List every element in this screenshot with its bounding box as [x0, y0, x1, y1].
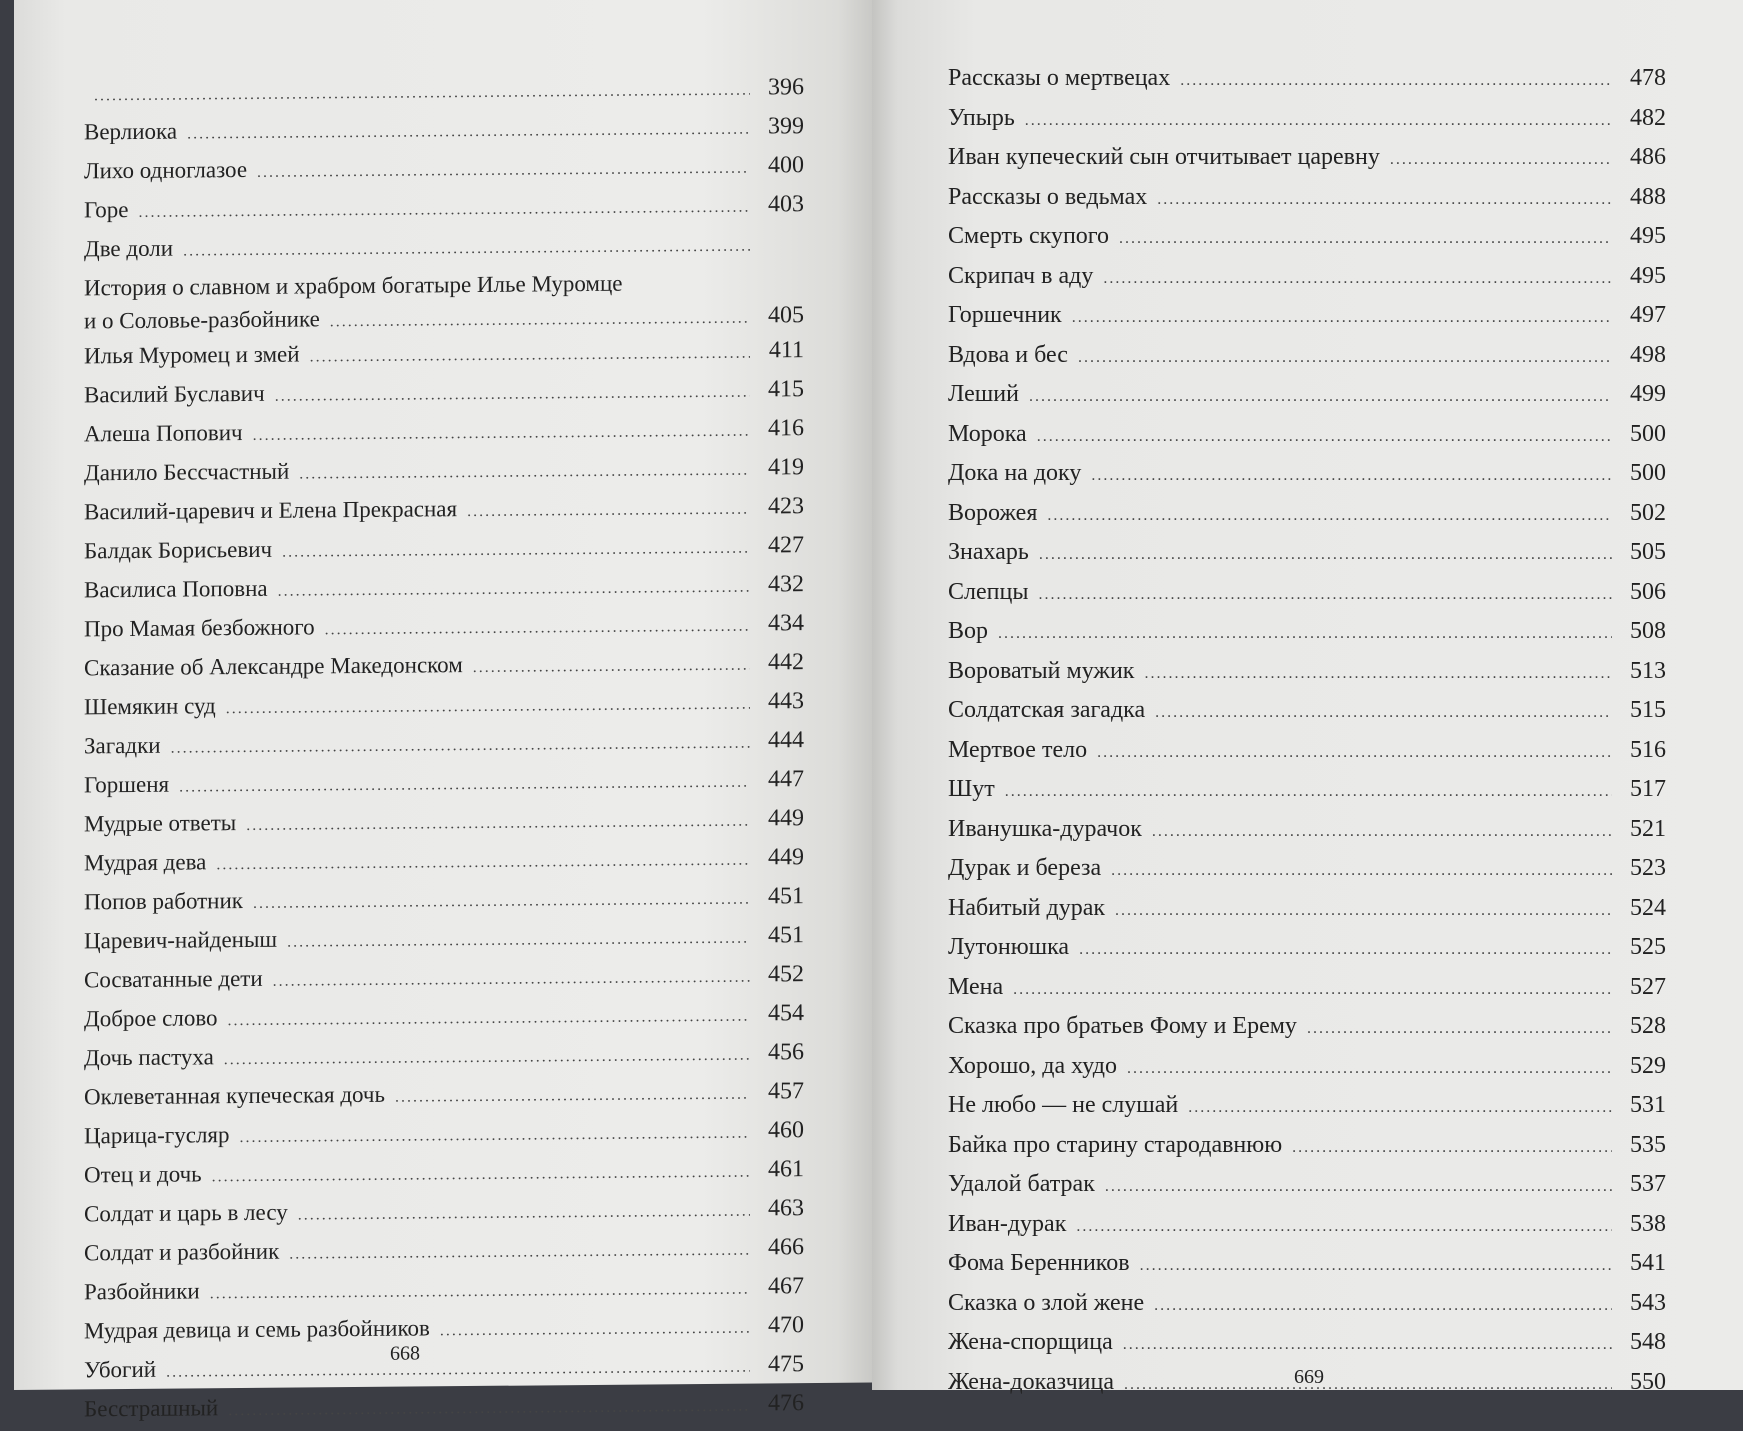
- dot-leader: [278, 570, 750, 610]
- dot-leader: [287, 921, 750, 961]
- toc-entry-title: Байка про старину стародавнюю: [948, 1127, 1282, 1165]
- toc-entry-page: 461: [760, 1151, 804, 1187]
- toc-entry-page: 500: [1622, 455, 1666, 493]
- dot-leader: [1111, 852, 1612, 890]
- toc-entry-title: Дока на доку: [948, 455, 1081, 493]
- toc-entry-title: Упырь: [948, 100, 1015, 138]
- toc-entry-page: 538: [1622, 1206, 1666, 1244]
- dot-leader: [1127, 1050, 1612, 1088]
- toc-entry-page: 451: [760, 878, 804, 914]
- toc-entry-title: Верлиока: [84, 114, 177, 151]
- dot-leader: [187, 112, 750, 153]
- page-number: 669: [1294, 1366, 1324, 1389]
- toc-entry: [948, 1285, 1666, 1325]
- toc-entry: [948, 929, 1666, 969]
- toc-entry-page: 467: [760, 1268, 804, 1304]
- toc-entry: [84, 878, 804, 923]
- toc-entry-page: 550: [1622, 1364, 1666, 1402]
- toc-entry-title: Сказка о злой жене: [948, 1285, 1144, 1323]
- toc-entry-title: Дочь пастуха: [84, 1039, 214, 1076]
- toc-entry-page: 451: [760, 917, 804, 953]
- toc-entry-title: Загадки: [84, 728, 161, 765]
- dot-leader: [1039, 536, 1612, 574]
- toc-entry: [84, 839, 804, 884]
- toc-entry-page: 452: [760, 956, 804, 992]
- dot-leader: [94, 73, 750, 115]
- toc-entry-title: Мертвое тело: [948, 732, 1087, 770]
- dot-leader: [1144, 655, 1612, 693]
- toc-entry-title: Рассказы о ведьмах: [948, 179, 1147, 217]
- toc-entry-title: Две доли: [84, 231, 173, 268]
- dot-leader: [1005, 773, 1612, 811]
- dot-leader: [1013, 971, 1612, 1009]
- toc-entry-page: 498: [1622, 337, 1666, 375]
- toc-entry-title-continued: и о Соловье-разбойнике: [84, 304, 320, 335]
- toc-entry-page: 457: [760, 1073, 804, 1109]
- dot-leader: [226, 687, 750, 728]
- toc-entry-page: 442: [760, 644, 804, 680]
- dot-leader: [1292, 1129, 1612, 1167]
- table-of-contents-right: [948, 60, 1666, 1403]
- toc-entry: [84, 605, 804, 650]
- dot-leader: [138, 190, 750, 231]
- dot-leader: [183, 229, 750, 270]
- dot-leader: [1152, 813, 1612, 851]
- toc-entry-title: Не любо — не слушай: [948, 1087, 1178, 1125]
- dot-leader: [1037, 418, 1612, 456]
- dot-leader: [253, 882, 750, 922]
- toc-entry-title: Лихо одноглазое: [84, 152, 247, 189]
- toc-entry-title: Слепцы: [948, 574, 1028, 612]
- left-page: [14, 0, 872, 1390]
- toc-entry: [84, 108, 804, 153]
- toc-entry-page: 488: [1622, 179, 1666, 217]
- toc-entry-title: Сказание об Александре Македонском: [84, 647, 463, 686]
- toc-entry-title: Леший: [948, 376, 1019, 414]
- dot-leader: [1072, 299, 1612, 337]
- toc-entry-title: Смерть скупого: [948, 218, 1109, 256]
- toc-entry-title: Алеша Попович: [84, 415, 243, 452]
- toc-entry-page: 531: [1622, 1087, 1666, 1125]
- toc-entry: [948, 613, 1666, 653]
- toc-entry: [948, 732, 1666, 772]
- toc-entry-title: Шемякин суд: [84, 688, 216, 725]
- dot-leader: [395, 1077, 750, 1116]
- toc-entry-title: Сосватанные дети: [84, 961, 263, 999]
- toc-entry-title: История о славном и храбром богатыре Илье Муромце: [84, 271, 622, 301]
- toc-entry-title: Хорошо, да худо: [948, 1048, 1117, 1086]
- dot-leader: [1029, 378, 1612, 416]
- toc-entry-title: Разбойники: [84, 1273, 200, 1310]
- toc-entry-title: Василиса Поповна: [84, 571, 268, 609]
- toc-entry-title: Вороватый мужик: [948, 653, 1134, 691]
- dot-leader: [440, 1311, 750, 1350]
- toc-entry-page: 527: [1622, 969, 1666, 1007]
- dot-leader: [1076, 1208, 1612, 1246]
- toc-entry: [948, 179, 1666, 219]
- toc-entry-title: Жена-спорщица: [948, 1324, 1113, 1362]
- toc-entry: [84, 449, 804, 494]
- toc-entry-title: Горе: [84, 192, 128, 228]
- toc-entry-page: 495: [1622, 258, 1666, 296]
- dot-leader: [1025, 102, 1612, 140]
- toc-entry: [948, 1324, 1666, 1364]
- toc-entry-title: Знахарь: [948, 534, 1029, 572]
- toc-entry: [948, 1206, 1666, 1246]
- toc-entry-title: Рассказы о мертвецах: [948, 60, 1170, 98]
- toc-entry: [84, 527, 804, 572]
- toc-entry-page: 535: [1622, 1127, 1666, 1165]
- dot-leader: [1140, 1247, 1612, 1285]
- toc-entry: [948, 139, 1666, 179]
- toc-entry: [84, 566, 804, 611]
- table-of-contents-left: [84, 69, 804, 1430]
- dot-leader: [1097, 734, 1612, 772]
- dot-leader: [1105, 1168, 1612, 1206]
- toc-entry-page: 475: [760, 1346, 804, 1382]
- dot-leader: [1154, 1287, 1612, 1325]
- dot-leader: [467, 492, 750, 530]
- toc-entry-title: Иван купеческий сын отчитывает царевну: [948, 139, 1380, 177]
- toc-entry-title: Иванушка-дурачок: [948, 811, 1142, 849]
- toc-entry-title: Удалой батрак: [948, 1166, 1095, 1204]
- toc-entry: [948, 969, 1666, 1009]
- toc-entry-page: 444: [760, 722, 804, 758]
- dot-leader: [246, 804, 750, 844]
- toc-entry-title: Оклеветанная купеческая дочь: [84, 1077, 385, 1116]
- toc-entry: [84, 225, 804, 270]
- toc-entry-page: 528: [1622, 1008, 1666, 1046]
- toc-entry: [948, 1048, 1666, 1088]
- toc-entry: [84, 761, 804, 806]
- dot-leader: [1079, 931, 1612, 969]
- toc-entry-title: Мудрая девица и семь разбойников: [84, 1310, 430, 1349]
- toc-entry-page: 523: [1622, 850, 1666, 888]
- toc-entry: [84, 644, 804, 689]
- toc-entry: [948, 297, 1666, 337]
- toc-entry: [84, 1112, 804, 1157]
- toc-entry-title: Илья Муромец и змей: [84, 337, 300, 375]
- dot-leader: [310, 336, 750, 376]
- toc-entry: [84, 332, 804, 377]
- dot-leader: [171, 726, 750, 767]
- toc-entry-page: 521: [1622, 811, 1666, 849]
- toc-entry: [84, 1346, 804, 1391]
- toc-entry-title: Попов работник: [84, 883, 243, 920]
- toc-entry: [84, 1229, 804, 1274]
- dot-leader: [289, 1233, 750, 1273]
- toc-entry: [948, 1087, 1666, 1127]
- dot-leader: [240, 1116, 750, 1156]
- toc-entry: [84, 956, 804, 1001]
- toc-entry-page: 516: [1622, 732, 1666, 770]
- toc-entry-title: Бесстрашный: [84, 1390, 218, 1427]
- right-page: [872, 0, 1743, 1390]
- dot-leader: [166, 1350, 750, 1391]
- toc-entry-page: 537: [1622, 1166, 1666, 1204]
- toc-entry-page: 517: [1622, 771, 1666, 809]
- toc-entry-page: 466: [760, 1229, 804, 1265]
- toc-entry-page: 499: [1622, 376, 1666, 414]
- toc-entry-page: 548: [1622, 1324, 1666, 1362]
- toc-entry: [948, 258, 1666, 298]
- toc-entry: [948, 416, 1666, 456]
- toc-entry: [84, 1073, 804, 1118]
- toc-entry: [84, 488, 804, 533]
- toc-entry-page: 432: [760, 566, 804, 602]
- toc-entry-page: 443: [760, 683, 804, 719]
- dot-leader: [1123, 1326, 1612, 1364]
- dot-leader: [1155, 694, 1612, 732]
- toc-entry-title: Ворожея: [948, 495, 1037, 533]
- dot-leader: [1188, 1089, 1612, 1127]
- toc-entry-page: 399: [760, 108, 804, 144]
- toc-entry-page: 416: [760, 410, 804, 446]
- toc-entry: [948, 218, 1666, 258]
- toc-entry-title-line: [84, 300, 804, 338]
- dot-leader: [179, 765, 750, 806]
- toc-entry-title: Данило Бессчастный: [84, 454, 289, 492]
- toc-entry-page: 476: [760, 1385, 804, 1421]
- toc-entry-page: 482: [1622, 100, 1666, 138]
- toc-entry: [84, 264, 804, 338]
- toc-entry-page: 500: [1622, 416, 1666, 454]
- toc-entry-page: 400: [760, 147, 804, 183]
- toc-entry: [948, 574, 1666, 614]
- toc-entry: [84, 1307, 804, 1352]
- dot-leader: [212, 1155, 750, 1196]
- toc-entry-page: 403: [760, 186, 804, 222]
- dot-leader: [1091, 457, 1612, 495]
- toc-entry-page: 543: [1622, 1285, 1666, 1323]
- dot-leader: [1307, 1010, 1612, 1048]
- toc-entry-title: Солдатская загадка: [948, 692, 1145, 730]
- dot-leader: [473, 648, 750, 686]
- dot-leader: [299, 453, 750, 493]
- dot-leader: [275, 375, 750, 415]
- dot-leader: [282, 531, 750, 571]
- toc-entry-title: Жена-доказчица: [948, 1364, 1114, 1402]
- toc-entry: [948, 1166, 1666, 1206]
- toc-entry-title: Доброе слово: [84, 1000, 218, 1037]
- toc-entry-title: Дурак и береза: [948, 850, 1101, 888]
- toc-entry: [84, 917, 804, 962]
- dot-leader: [1390, 141, 1612, 179]
- dot-leader: [1038, 576, 1612, 614]
- toc-entry-page: 449: [760, 839, 804, 875]
- toc-entry: [84, 1034, 804, 1079]
- toc-entry: [84, 1190, 804, 1235]
- toc-entry: [84, 683, 804, 728]
- toc-entry-title: Горшечник: [948, 297, 1062, 335]
- toc-entry: [948, 337, 1666, 377]
- toc-entry-title: Солдат и царь в лесу: [84, 1195, 288, 1233]
- toc-entry-page: 427: [760, 527, 804, 563]
- page-number: 668: [390, 1342, 420, 1365]
- toc-entry: [84, 69, 804, 114]
- toc-entry: [948, 495, 1666, 535]
- dot-leader: [1103, 260, 1612, 298]
- dot-leader: [998, 615, 1612, 653]
- toc-entry-page: 470: [760, 1307, 804, 1343]
- toc-entry-page: 486: [1622, 139, 1666, 177]
- toc-entry-page: 525: [1622, 929, 1666, 967]
- toc-entry-title: Василий Буславич: [84, 376, 265, 414]
- toc-entry-page: 541: [1622, 1245, 1666, 1283]
- toc-entry-title: Горшеня: [84, 767, 169, 804]
- toc-entry-page: 502: [1622, 495, 1666, 533]
- toc-entry-title: Мена: [948, 969, 1003, 1007]
- toc-entry-page: 529: [1622, 1048, 1666, 1086]
- toc-entry: [948, 811, 1666, 851]
- toc-entry-page: 405: [760, 301, 804, 330]
- toc-entry-title: Солдат и разбойник: [84, 1234, 279, 1272]
- toc-entry: [948, 100, 1666, 140]
- dot-leader: [1078, 339, 1612, 377]
- dot-leader: [253, 414, 750, 454]
- toc-entry: [84, 722, 804, 767]
- toc-entry-page: 508: [1622, 613, 1666, 651]
- toc-entry: [84, 371, 804, 416]
- toc-entry-title: Василий-царевич и Елена Прекрасная: [84, 491, 457, 530]
- dot-leader: [298, 1194, 750, 1234]
- toc-entry: [948, 376, 1666, 416]
- dot-leader: [330, 304, 750, 337]
- toc-entry-page: 449: [760, 800, 804, 836]
- dot-leader: [325, 609, 750, 649]
- toc-entry-page: 447: [760, 761, 804, 797]
- toc-entry-title: Про Мамая безбожного: [84, 609, 315, 647]
- toc-entry-page: 419: [760, 449, 804, 485]
- dot-leader: [1157, 181, 1612, 219]
- toc-entry-title: Отец и дочь: [84, 1156, 202, 1193]
- toc-entry-page: 515: [1622, 692, 1666, 730]
- toc-entry-page: 513: [1622, 653, 1666, 691]
- toc-entry-title: Царевич-найденыш: [84, 922, 277, 960]
- toc-entry: [948, 534, 1666, 574]
- toc-entry: [948, 890, 1666, 930]
- toc-entry: [948, 1008, 1666, 1048]
- toc-entry-page: 478: [1622, 60, 1666, 98]
- dot-leader: [228, 999, 750, 1040]
- dot-leader: [1180, 62, 1612, 100]
- toc-entry-title: Убогий: [84, 1352, 156, 1389]
- toc-entry: [948, 771, 1666, 811]
- toc-entry-page: 463: [760, 1190, 804, 1226]
- dot-leader: [216, 843, 750, 884]
- toc-entry-title: Скрипач в аду: [948, 258, 1093, 296]
- toc-entry-page: 505: [1622, 534, 1666, 572]
- toc-entry: [84, 995, 804, 1040]
- toc-entry-title: Набитый дурак: [948, 890, 1105, 928]
- toc-entry-title: Вор: [948, 613, 988, 651]
- dot-leader: [1115, 892, 1612, 930]
- toc-entry: [84, 410, 804, 455]
- toc-entry-page: 423: [760, 488, 804, 524]
- toc-entry-page: 460: [760, 1112, 804, 1148]
- dot-leader: [273, 960, 750, 1000]
- dot-leader: [1119, 220, 1612, 258]
- toc-entry: [948, 455, 1666, 495]
- toc-entry-title: Царица-гусляр: [84, 1117, 230, 1154]
- dot-leader: [257, 151, 750, 191]
- toc-entry-page: 415: [760, 371, 804, 407]
- toc-entry: [948, 1245, 1666, 1285]
- toc-entry-page: 434: [760, 605, 804, 641]
- dot-leader: [1124, 1366, 1612, 1404]
- dot-leader: [224, 1038, 750, 1079]
- toc-entry: [948, 60, 1666, 100]
- toc-entry: [84, 1268, 804, 1313]
- toc-entry-title: Иван-дурак: [948, 1206, 1066, 1244]
- dot-leader: [210, 1272, 750, 1313]
- toc-entry-title: Фома Беренников: [948, 1245, 1130, 1283]
- toc-entry-title: Сказка про братьев Фому и Ерему: [948, 1008, 1297, 1046]
- toc-entry-page: 506: [1622, 574, 1666, 612]
- toc-entry: [948, 692, 1666, 732]
- toc-entry-title: Лутонюшка: [948, 929, 1069, 967]
- toc-entry-title: Вдова и бес: [948, 337, 1068, 375]
- toc-entry-title: Балдак Борисьевич: [84, 532, 272, 570]
- toc-entry: [948, 653, 1666, 693]
- toc-entry-page: 411: [760, 332, 804, 368]
- toc-entry-page: 495: [1622, 218, 1666, 256]
- toc-entry-title-line: [84, 264, 804, 306]
- toc-entry: [84, 186, 804, 231]
- toc-entry-page: 456: [760, 1034, 804, 1070]
- toc-entry-title: Мудрые ответы: [84, 805, 236, 842]
- toc-entry-page: 524: [1622, 890, 1666, 928]
- toc-entry: [84, 800, 804, 845]
- toc-entry-title: Мудрая дева: [84, 844, 206, 881]
- toc-entry: [948, 1127, 1666, 1167]
- toc-entry: [84, 1385, 804, 1430]
- toc-entry-title: Морока: [948, 416, 1027, 454]
- toc-entry: [948, 850, 1666, 890]
- toc-entry: [84, 1151, 804, 1196]
- dot-leader: [228, 1389, 750, 1430]
- toc-entry-page: 497: [1622, 297, 1666, 335]
- toc-entry-page: 454: [760, 995, 804, 1031]
- toc-entry-page: 396: [760, 69, 804, 105]
- toc-entry: [84, 147, 804, 192]
- dot-leader: [1047, 497, 1612, 535]
- toc-entry-title: Шут: [948, 771, 995, 809]
